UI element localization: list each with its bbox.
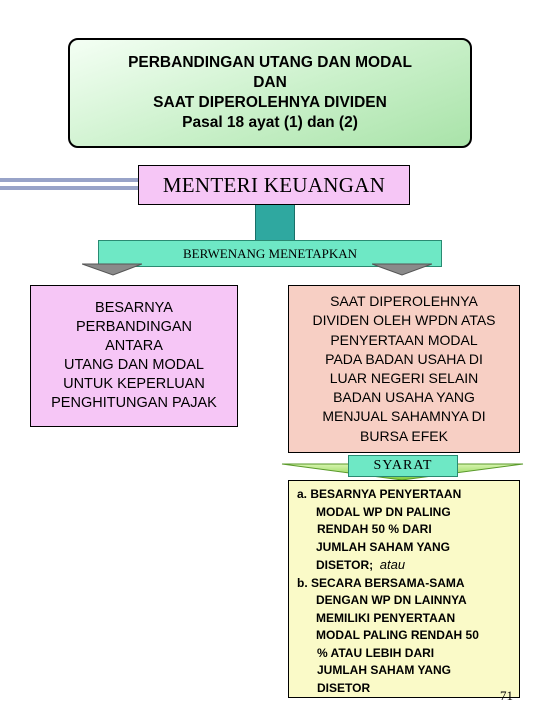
requirement-a-line: a. BESARNYA PENYERTAAN <box>297 487 462 501</box>
requirement-b-line: MODAL PALING RENDAH 50 <box>316 628 479 642</box>
requirement-a-line: DISETOR; <box>316 558 374 572</box>
requirements-label: SYARAT <box>373 458 433 473</box>
debt-equity-ratio-box <box>30 285 238 427</box>
box-line: BESARNYA <box>95 300 173 316</box>
box-line: PENGHITUNGAN PAJAK <box>51 395 217 411</box>
title-line: DAN <box>253 74 287 91</box>
connector-word: atau <box>379 557 406 572</box>
requirement-b-line: % ATAU LEBIH DARI <box>317 645 435 660</box>
box-line: BURSA EFEK <box>360 427 448 444</box>
title-line: SAAT DIPEROLEHNYA DIVIDEN <box>153 94 387 111</box>
box-line: PERBANDINGAN <box>75 319 193 335</box>
requirement-a-last-line <box>297 556 513 575</box>
left-down-arrow-icon <box>82 262 142 276</box>
title-legal-reference: Pasal 18 ayat (1) dan (2) <box>182 114 358 131</box>
box-line: PENYERTAAN MODAL <box>330 331 478 348</box>
requirements-box <box>288 480 520 698</box>
decorative-stripe <box>0 186 138 190</box>
box-line: SAAT DIPEROLEHNYA <box>330 293 478 310</box>
box-line: LUAR NEGERI SELAIN <box>329 370 479 386</box>
page-number: 71 <box>500 688 513 703</box>
dividen-timing-box <box>288 285 520 453</box>
requirement-b-line: JUMLAH SAHAM YANG <box>317 663 452 677</box>
requirement-a-line: MODAL WP DN PALING <box>316 504 451 519</box>
authority-label: MENTERI KEUANGAN <box>162 172 386 197</box>
box-line: UTANG DAN MODAL <box>64 357 204 373</box>
box-line: BADAN USAHA YANG <box>333 389 475 406</box>
requirement-a-line: JUMLAH SAHAM YANG <box>316 539 451 554</box>
authority-box <box>138 165 410 205</box>
box-line: ANTARA <box>105 338 163 354</box>
box-line: DIVIDEN OLEH WPDN ATAS <box>312 312 496 329</box>
title-box <box>68 38 472 148</box>
box-line: MENJUAL SAHAMNYA DI <box>322 408 486 425</box>
vertical-connector <box>255 205 295 241</box>
box-line: PADA BADAN USAHA DI <box>325 350 483 367</box>
relation-label: BERWENANG MENETAPKAN <box>182 245 358 261</box>
title-line: PERBANDINGAN UTANG DAN MODAL <box>128 54 412 71</box>
requirement-b-line: DISETOR <box>317 680 371 695</box>
requirement-b-line: b. SECARA BERSAMA-SAMA <box>297 575 465 590</box>
box-line: UNTUK KEPERLUAN <box>63 376 205 392</box>
requirement-b-line: MEMILIKI PENYERTAAN <box>316 610 456 625</box>
requirement-b-line: DENGAN WP DN LAINNYA <box>316 593 467 607</box>
requirement-a-line: RENDAH 50 % DARI <box>317 522 432 536</box>
right-down-arrow-icon <box>372 262 432 276</box>
requirements-label-box <box>348 455 458 477</box>
decorative-stripe <box>0 178 138 182</box>
